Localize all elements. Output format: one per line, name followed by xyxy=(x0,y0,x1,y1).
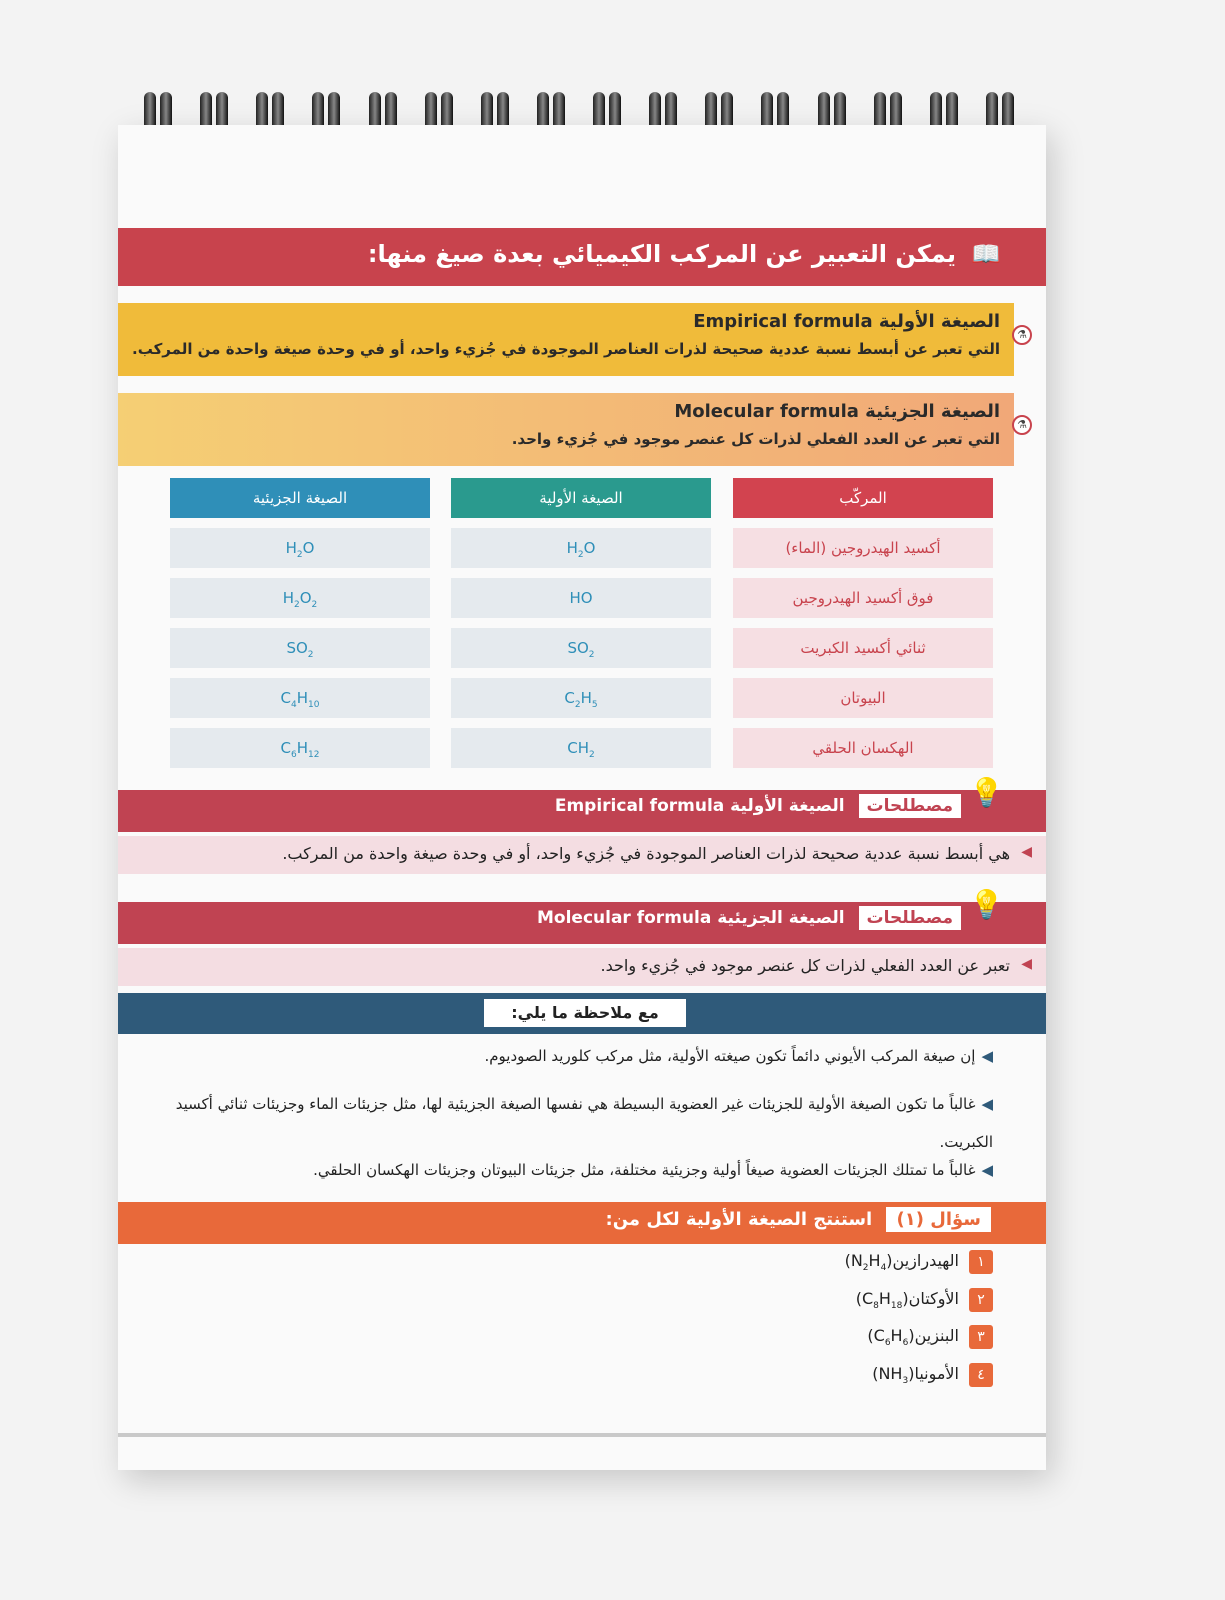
question-text: استنتج الصيغة الأولية لكل من: xyxy=(605,1209,873,1230)
term-label: مصطلحات xyxy=(859,906,962,930)
table-cell: البيوتان xyxy=(733,678,993,718)
table-cell: $H_2O$ xyxy=(170,528,430,568)
arrow-icon: ◀ xyxy=(981,1161,993,1179)
book-icon: 📖 xyxy=(971,240,1001,268)
question-item: $٢الأوكتان(C_8H_{18})$ xyxy=(856,1288,993,1312)
section-header xyxy=(118,228,1046,286)
table-header: الصيغة الأولية xyxy=(451,478,711,518)
note-bullet: ◀غالباً ما تمتلك الجزيئات العضوية صيغاً أولية وجزيئية مختلفة، مثل جزيئات البيوتان وجزيئات الهكسان الحلقي. xyxy=(313,1161,993,1179)
note-bullet: ◀إن صيغة المركب الأيوني دائماً تكون صيغته الأولية، مثل مركب كلوريد الصوديوم. xyxy=(484,1047,993,1065)
empirical-definition xyxy=(118,303,1027,376)
arrow-icon: ◀ xyxy=(981,1047,993,1065)
table-cell: $C_2H_5$ xyxy=(451,678,711,718)
question-header xyxy=(118,1202,1046,1244)
note-label: مع ملاحظة ما يلي: xyxy=(484,999,686,1027)
question-label: سؤال (١) xyxy=(886,1207,991,1232)
table-cell: $CH_2$ xyxy=(451,728,711,768)
table-cell: $H_2O$ xyxy=(451,528,711,568)
table-header: المركّب xyxy=(733,478,993,518)
question-item: $٤الأمونيا(NH_3)$ xyxy=(872,1363,993,1387)
column-molecular xyxy=(170,478,430,768)
empirical-desc: التي تعبر عن أبسط نسبة عددية صحيحة لذرات العناصر الموجودة في جُزيء واحد، أو في وحدة صيغة واحدة من المركب. xyxy=(132,340,1000,358)
term-title: الصيغة الأولية Empirical formula xyxy=(554,796,845,816)
column-compound xyxy=(733,478,993,768)
table-cell: $H_2O_2$ xyxy=(170,578,430,618)
table-cell: $SO_2$ xyxy=(451,628,711,668)
table-cell: الهكسان الحلقي xyxy=(733,728,993,768)
table-cell: HO xyxy=(451,578,711,618)
term-empirical-desc: ◀ هي أبسط نسبة عددية صحيحة لذرات العناصر الموجودة في جُزيء واحد، أو في وحدة صيغة واحدة من المركب. xyxy=(118,836,1046,874)
table-cell: $C_6H_{12}$ xyxy=(170,728,430,768)
term-empirical-header xyxy=(118,776,1046,832)
term-molecular-desc: ◀ تعبر عن العدد الفعلي لذرات كل عنصر موجود في جُزيء واحد. xyxy=(118,948,1046,986)
header-title: يمكن التعبير عن المركب الكيميائي بعدة صيغ منها: xyxy=(367,240,956,268)
column-empirical xyxy=(451,478,711,768)
note-bullet: ◀غالباً ما تكون الصيغة الأولية للجزيئات غير العضوية البسيطة هي نفسها الصيغة الجزيئية لها، مثل جزيئات الماء وجزيئات ثنائي أكسيد الكبريت. xyxy=(175,1095,993,1151)
term-label: مصطلحات xyxy=(859,794,962,818)
lightbulb-icon: 💡 xyxy=(969,776,1004,809)
table-header: الصيغة الجزيئية xyxy=(170,478,430,518)
empirical-title: الصيغة الأولية Empirical formula xyxy=(693,311,1000,332)
table-cell: $SO_2$ xyxy=(170,628,430,668)
flask-icon: ⚗ xyxy=(1012,415,1032,435)
table-cell: ثنائي أكسيد الكبريت xyxy=(733,628,993,668)
molecular-desc: التي تعبر عن العدد الفعلي لذرات كل عنصر موجود في جُزيء واحد. xyxy=(511,430,1000,448)
table-cell: فوق أكسيد الهيدروجين xyxy=(733,578,993,618)
term-title: الصيغة الجزيئية Molecular formula xyxy=(537,908,845,928)
arrow-icon: ◀ xyxy=(981,1095,993,1113)
molecular-definition xyxy=(118,393,1027,466)
table-cell: أكسيد الهيدروجين (الماء) xyxy=(733,528,993,568)
lightbulb-icon: 💡 xyxy=(969,888,1004,921)
question-item: $١الهيدرازين(N_2H_4)$ xyxy=(845,1250,993,1274)
table-cell: $C_4H_{10}$ xyxy=(170,678,430,718)
term-molecular-header xyxy=(118,888,1046,944)
molecular-title: الصيغة الجزيئية Molecular formula xyxy=(674,401,1000,422)
question-item: $٣البنزين(C_6H_6)$ xyxy=(867,1325,993,1349)
footer-divider xyxy=(118,1433,1046,1437)
flask-icon: ⚗ xyxy=(1012,325,1032,345)
note-header xyxy=(118,993,1046,1034)
